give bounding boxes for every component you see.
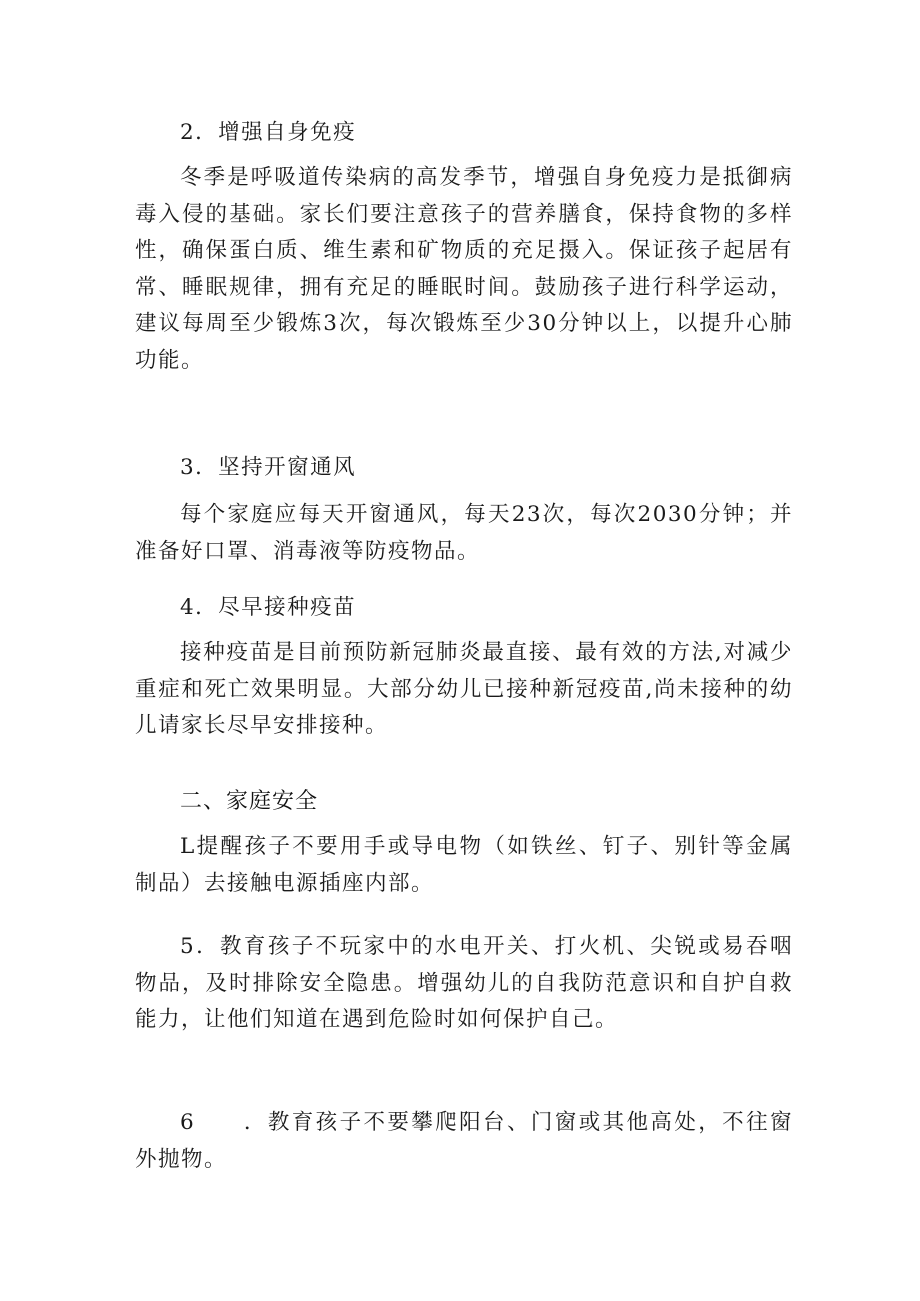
item-4-paragraph: 接种疫苗是目前预防新冠肺炎最直接、最有效的方法,对减少重症和死亡效果明显。大部分幼儿已接种新冠疫苗,尚未接种的幼儿请家长尽早安排接种。 — [135, 640, 793, 738]
safety-item-5-paragraph: 5．教育孩子不玩家中的水电开关、打火机、尖锐或易吞咽物品，及时排除安全隐患。增强幼儿的自我防范意识和自护自救能力，让他们知道在遇到危险时如何保护自己。 — [135, 934, 793, 1032]
item-3-paragraph: 每个家庭应每天开窗通风，每天23次，每次2030分钟；并准备好口罩、消毒液等防疫物品。 — [135, 502, 793, 564]
safety-item-6-paragraph: 6 ．教育孩子不要攀爬阳台、门窗或其他高处，不往窗外抛物。 — [135, 1110, 793, 1172]
item-4-heading: 4．尽早接种疫苗 — [180, 595, 357, 620]
safety-item-1-paragraph: L提醒孩子不要用手或导电物（如铁丝、钉子、别针等金属制品）去接触电源插座内部。 — [135, 834, 793, 896]
section-heading-home-safety: 二、家庭安全 — [180, 789, 319, 814]
item-2-heading: 2．增强自身免疫 — [180, 120, 357, 145]
item-3-heading: 3．坚持开窗通风 — [180, 455, 357, 480]
item-2-paragraph: 冬季是呼吸道传染病的高发季节，增强自身免疫力是抵御病毒入侵的基础。家长们要注意孩子的营养膳食，保持食物的多样性，确保蛋白质、维生素和矿物质的充足摄入。保证孩子起居有常、睡眠规律，拥有充足的睡眠时间。鼓励孩子进行科学运动，建议每周至少锻炼3次，每次锻炼至少30分钟以上，以提升心肺功能。 — [135, 165, 793, 373]
